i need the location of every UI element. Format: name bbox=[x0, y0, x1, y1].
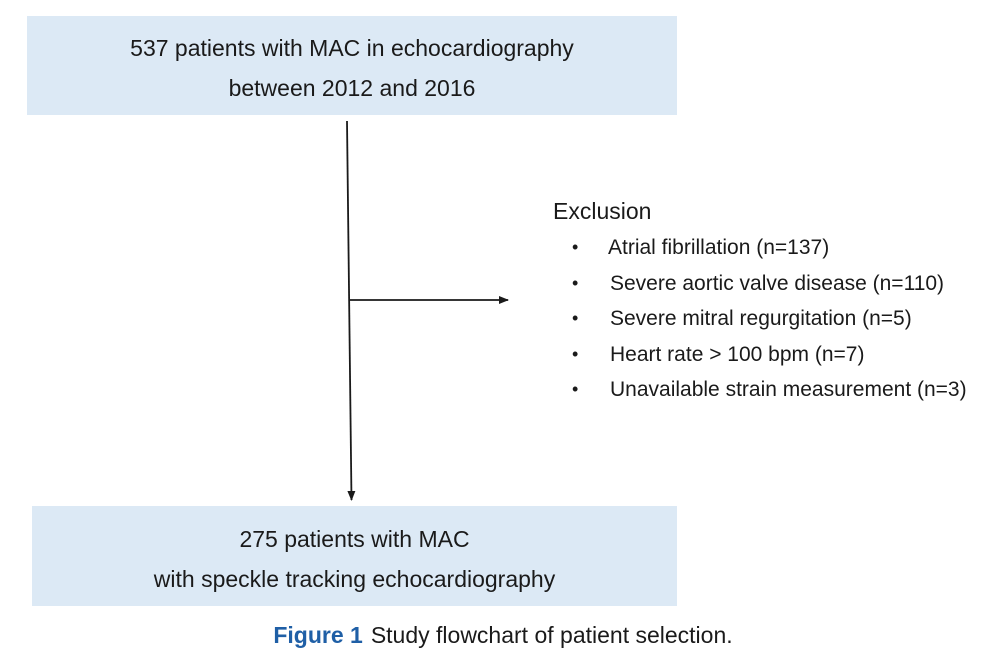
exclusion-item-label: Unavailable strain measurement (n=3) bbox=[610, 378, 967, 401]
figure-caption-text: Study flowchart of patient selection. bbox=[370, 622, 733, 648]
bullet-icon: • bbox=[572, 308, 579, 328]
bullet-icon: • bbox=[572, 237, 579, 257]
bullet-icon: • bbox=[572, 272, 579, 293]
bottom-box-final-cohort bbox=[32, 506, 677, 606]
exclusion-item bbox=[553, 337, 1003, 373]
bottom-box-line-2: with speckle tracking echocardiography bbox=[153, 566, 556, 592]
exclusion-list bbox=[553, 230, 1003, 408]
main-down-arrow bbox=[347, 121, 352, 500]
top-box-line-1: 537 patients with MAC in echocardiography bbox=[130, 35, 574, 61]
exclusion-item-label: Severe aortic valve disease (n=110) bbox=[610, 271, 945, 295]
bullet-icon: • bbox=[572, 343, 579, 364]
exclusion-item-label: Atrial fibrillation (n=137) bbox=[608, 236, 830, 259]
top-box-line-2: between 2012 and 2016 bbox=[228, 75, 476, 101]
figure-caption bbox=[0, 618, 1006, 652]
exclusion-panel bbox=[553, 196, 1003, 408]
exclusion-item bbox=[553, 230, 1003, 266]
exclusion-item-label: Severe mitral regurgitation (n=5) bbox=[610, 307, 912, 330]
exclusion-item bbox=[553, 372, 1003, 408]
exclusion-item bbox=[553, 266, 1003, 302]
exclusion-item bbox=[553, 301, 1003, 337]
bullet-icon: • bbox=[572, 379, 579, 399]
bottom-box-line-1: 275 patients with MAC bbox=[239, 526, 470, 552]
figure-caption-label: Figure 1 bbox=[273, 622, 363, 648]
exclusion-title: Exclusion bbox=[553, 198, 652, 224]
exclusion-item-label: Heart rate > 100 bpm (n=7) bbox=[610, 342, 865, 366]
